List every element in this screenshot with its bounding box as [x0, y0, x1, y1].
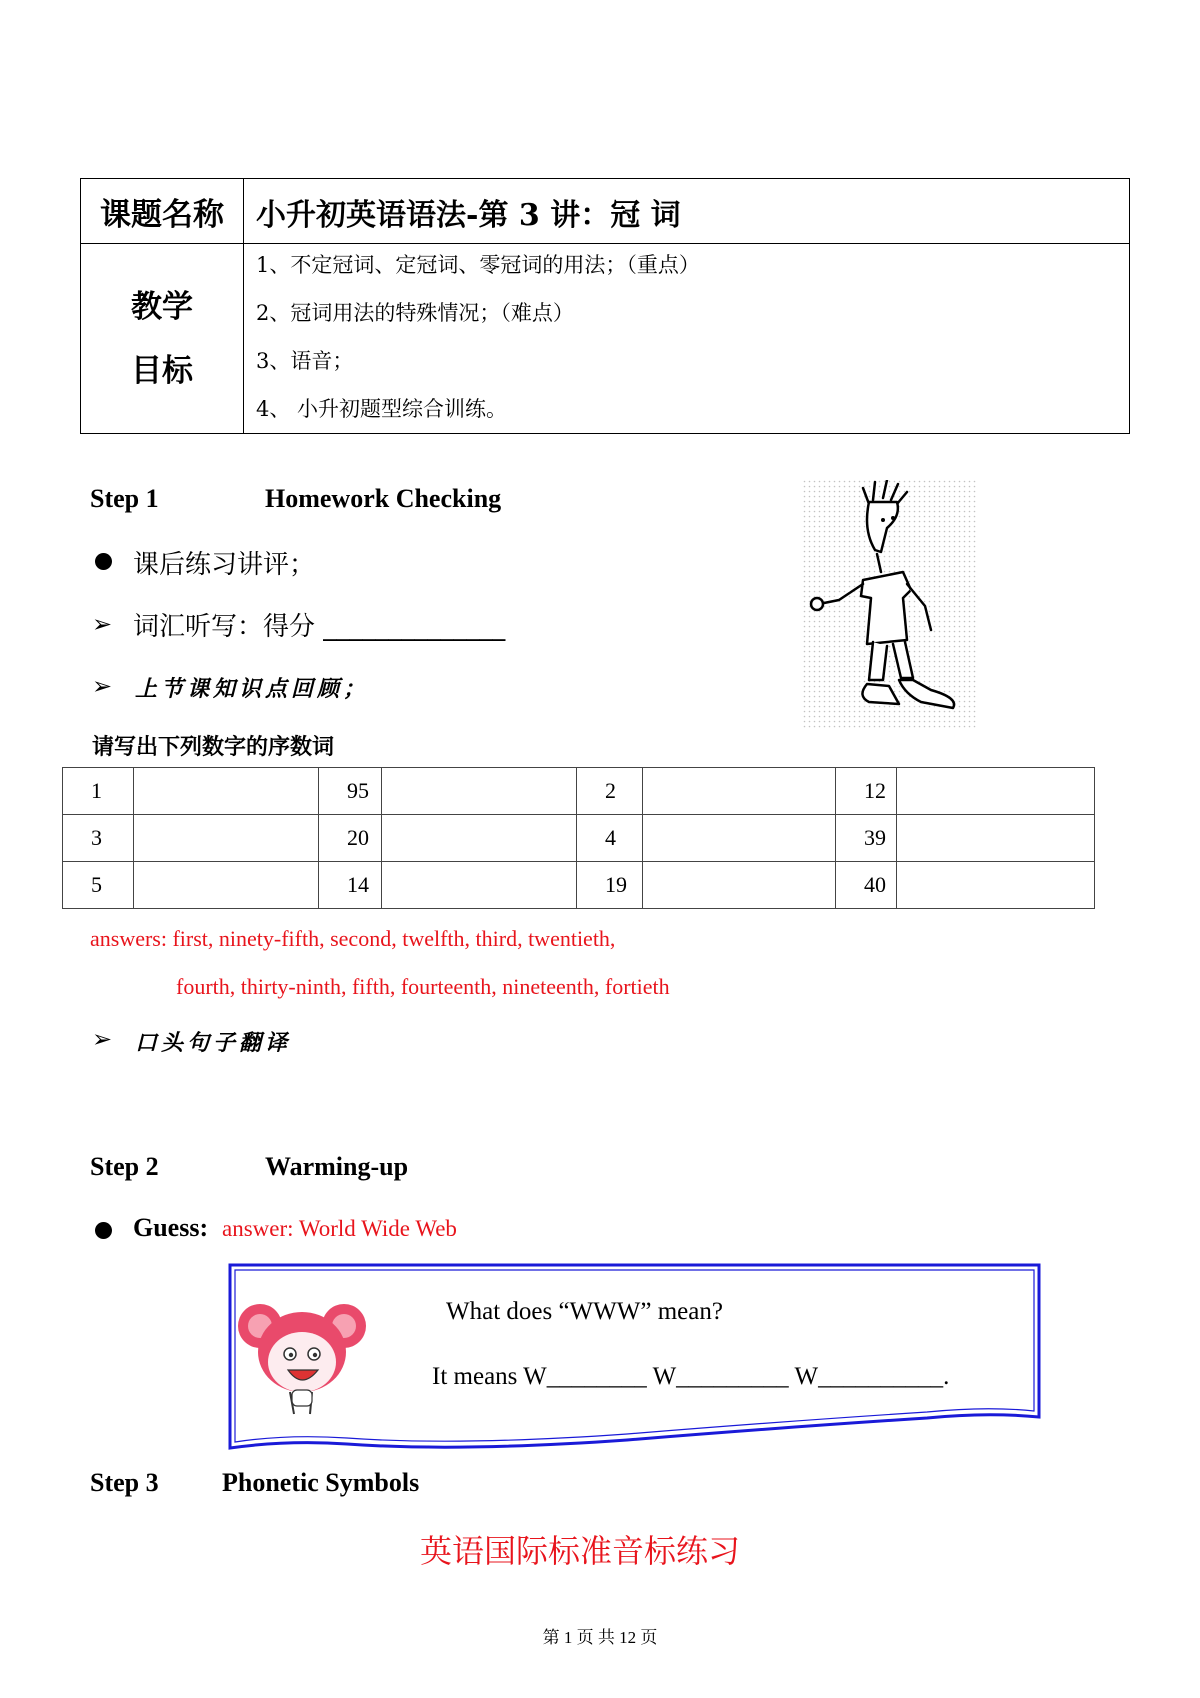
number-cell: 12 — [836, 768, 897, 815]
oral-translation-item: 口头句子翻译 — [135, 1031, 292, 1056]
goals-label-line1: 教学 — [131, 289, 193, 325]
course-info-table — [80, 178, 1130, 434]
table-row — [63, 815, 1095, 862]
cartoon-boy-illustration — [803, 480, 978, 728]
review-item: 上节课知识点回顾； — [135, 677, 370, 702]
number-cell: 20 — [319, 815, 382, 862]
www-question: What does “WWW” mean? — [446, 1298, 723, 1325]
homework-review-item: 课后练习讲评； — [133, 550, 316, 580]
number-cell: 95 — [319, 768, 382, 815]
arrow-bullet-icon: ➢ — [92, 672, 113, 700]
step3-label: Step 3 — [90, 1468, 159, 1497]
arrow-bullet-icon: ➢ — [92, 1025, 113, 1053]
ordinal-table-caption: 请写出下列数字的序数词 — [92, 735, 335, 760]
table-row — [63, 862, 1095, 909]
answer-cell[interactable] — [643, 862, 836, 909]
goals-label — [81, 244, 243, 434]
number-cell: 14 — [319, 862, 382, 909]
guess-label: Guess: — [133, 1213, 209, 1242]
number-cell: 1 — [63, 768, 134, 815]
goal-item: 1、不定冠词、定冠词、零冠词的用法；（重点） — [256, 253, 700, 277]
www-fill-in: It means W________ W_________ W__________. — [432, 1363, 950, 1390]
step2-title: Warming-up — [265, 1152, 409, 1181]
bullet-dot-icon — [95, 553, 112, 570]
number-cell: 5 — [63, 862, 134, 909]
topic-title: 小升初英语语法-第 3 讲：冠 词 — [256, 197, 681, 233]
vocab-dictation-item: 词汇听写：得分 ______________ — [133, 612, 506, 642]
step2-label: Step 2 — [90, 1152, 159, 1181]
goal-item: 3、语音； — [256, 349, 354, 373]
table-divider — [243, 179, 244, 433]
cartoon-mouse-illustration — [238, 1290, 368, 1420]
answer-cell[interactable] — [897, 815, 1095, 862]
answer-cell[interactable] — [134, 768, 319, 815]
number-cell: 2 — [577, 768, 643, 815]
goal-item: 4、 小升初题型综合训练。 — [256, 397, 508, 421]
table-row — [63, 768, 1095, 815]
answer-cell[interactable] — [134, 862, 319, 909]
bullet-dot-icon — [95, 1222, 112, 1239]
step1-title: Homework Checking — [265, 484, 502, 513]
topic-label: 课题名称 — [100, 197, 224, 233]
answer-cell[interactable] — [382, 862, 577, 909]
number-cell: 3 — [63, 815, 134, 862]
number-cell: 4 — [577, 815, 643, 862]
answer-cell[interactable] — [897, 862, 1095, 909]
step3-title: Phonetic Symbols — [222, 1468, 420, 1497]
phonetic-subtitle: 英语国际标准音标练习 — [419, 1532, 740, 1570]
answer-cell[interactable] — [134, 815, 319, 862]
guess-answer: answer: World Wide Web — [222, 1216, 457, 1241]
page-footer: 第 1 页 共 12 页 — [542, 1628, 658, 1647]
answer-cell[interactable] — [897, 768, 1095, 815]
goal-item: 2、冠词用法的特殊情况；（难点） — [256, 301, 574, 325]
answer-cell[interactable] — [643, 815, 836, 862]
goals-label-line2: 目标 — [131, 353, 193, 389]
number-cell: 39 — [836, 815, 897, 862]
number-cell: 19 — [577, 862, 643, 909]
answer-cell[interactable] — [382, 815, 577, 862]
arrow-bullet-icon: ➢ — [92, 610, 113, 638]
answer-cell[interactable] — [382, 768, 577, 815]
number-cell: 40 — [836, 862, 897, 909]
ordinal-numbers-table — [62, 767, 1095, 909]
step1-label: Step 1 — [90, 484, 159, 513]
answer-cell[interactable] — [643, 768, 836, 815]
ordinal-answers-line1: answers: first, ninety-fifth, second, twelfth, third, twentieth, — [90, 926, 616, 951]
ordinal-answers-line2: fourth, thirty-ninth, fifth, fourteenth, nineteenth, fortieth — [176, 974, 670, 999]
